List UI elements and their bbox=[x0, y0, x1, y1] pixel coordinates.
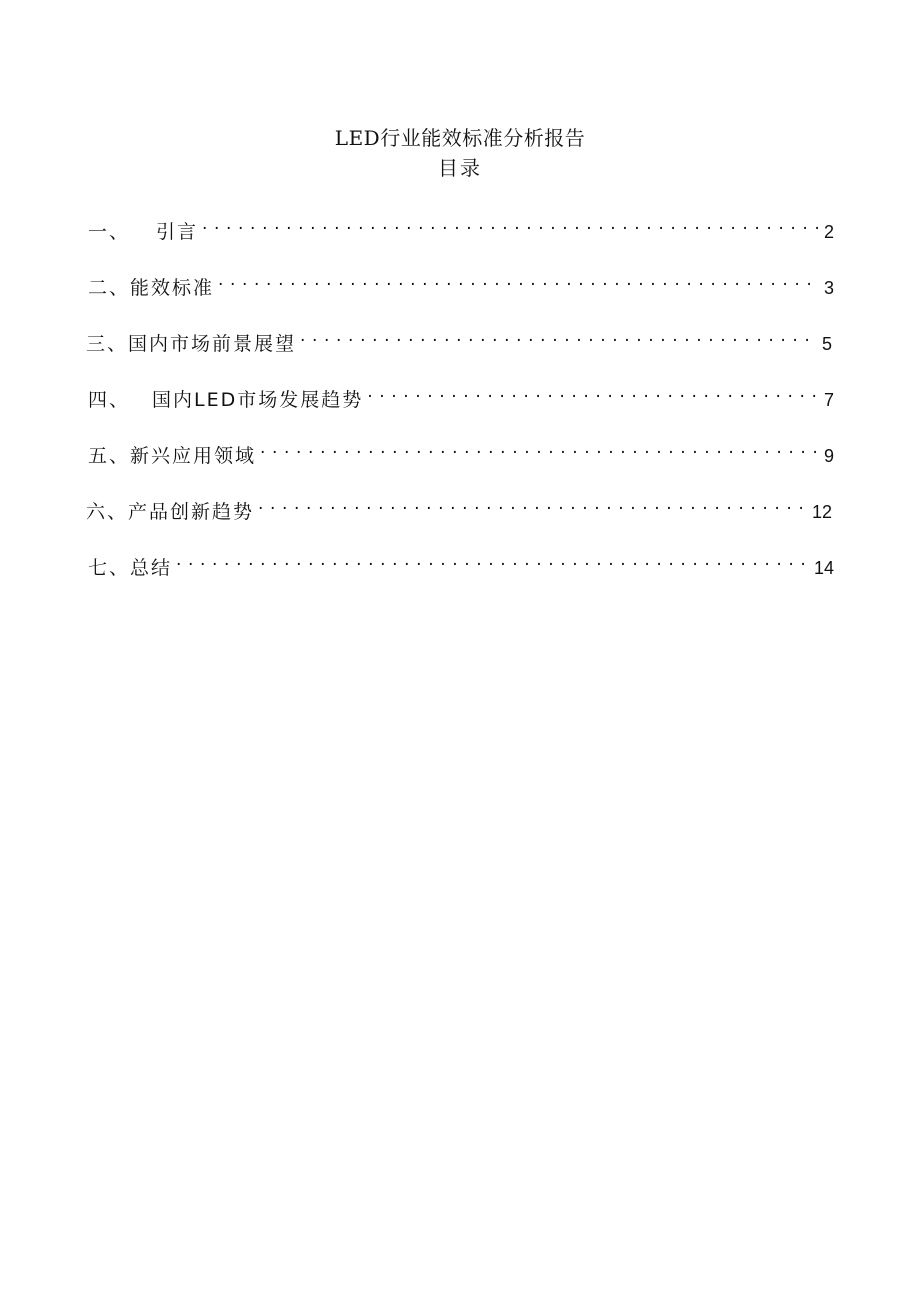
toc-entry-page: 9 bbox=[823, 446, 834, 466]
toc-entry-6[interactable] bbox=[86, 490, 832, 523]
document-title: LED行业能效标准分析报告 bbox=[334, 126, 586, 150]
toc-heading: 目录 bbox=[438, 156, 482, 180]
toc-dot-leader bbox=[218, 266, 820, 294]
table-of-contents bbox=[0, 0, 920, 600]
toc-entry-number: 七、 bbox=[88, 557, 131, 579]
toc-entry-page: 3 bbox=[823, 278, 834, 298]
toc-entry-title: 国内LED市场发展趋势 bbox=[152, 389, 364, 411]
toc-dot-leader bbox=[300, 322, 818, 350]
toc-dot-leader bbox=[176, 546, 810, 574]
toc-entry-5[interactable] bbox=[88, 434, 834, 467]
toc-entry-1[interactable] bbox=[88, 210, 834, 243]
toc-entry-page: 5 bbox=[821, 334, 832, 354]
toc-dot-leader bbox=[258, 490, 808, 518]
toc-entry-number: 四、 bbox=[88, 389, 131, 411]
toc-dot-leader bbox=[260, 434, 820, 462]
toc-entry-2[interactable] bbox=[88, 266, 834, 299]
toc-entry-title: 引言 bbox=[156, 221, 199, 243]
toc-entry-7[interactable] bbox=[88, 546, 834, 579]
toc-entry-title: 产品创新趋势 bbox=[128, 501, 255, 523]
toc-entry-number: 二、 bbox=[88, 277, 131, 299]
toc-dot-leader bbox=[367, 378, 820, 406]
toc-entry-number: 一、 bbox=[88, 221, 131, 243]
toc-entry-title: 能效标准 bbox=[130, 277, 215, 299]
toc-entry-4[interactable] bbox=[88, 378, 834, 411]
toc-entry-page: 14 bbox=[813, 558, 834, 578]
toc-entry-title: 新兴应用领域 bbox=[130, 445, 257, 467]
toc-entry-number: 三、 bbox=[86, 333, 129, 355]
toc-entry-title: 总结 bbox=[130, 557, 173, 579]
toc-entry-page: 7 bbox=[823, 390, 834, 410]
toc-dot-leader bbox=[202, 210, 820, 238]
toc-entry-number: 六、 bbox=[86, 501, 129, 523]
toc-entry-3[interactable] bbox=[86, 322, 832, 355]
toc-entry-number: 五、 bbox=[88, 445, 131, 467]
toc-entry-title: 国内市场前景展望 bbox=[128, 333, 297, 355]
toc-entry-page: 2 bbox=[823, 222, 834, 242]
toc-entry-page: 12 bbox=[811, 502, 832, 522]
